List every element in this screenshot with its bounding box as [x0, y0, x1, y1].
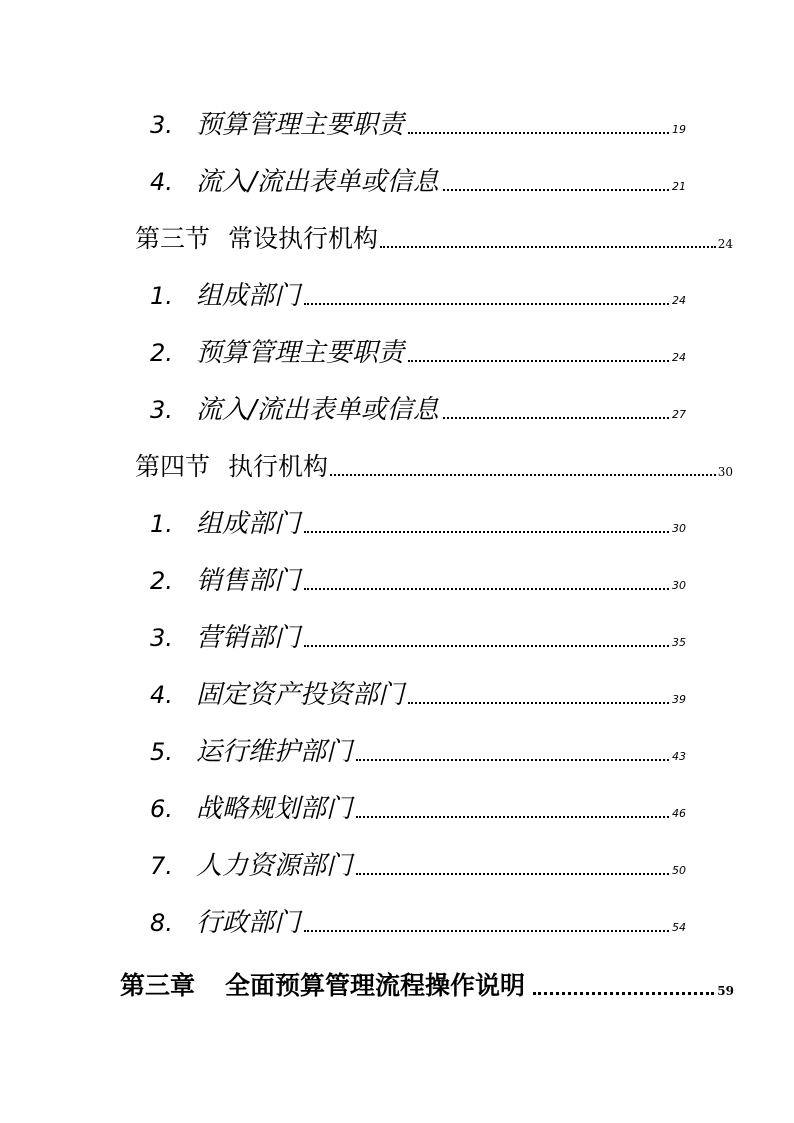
entry-title: 营销部门 [196, 623, 301, 653]
page-number: 30 [672, 522, 686, 535]
dot-leader [304, 644, 669, 647]
entry-title: 组成部门 [196, 281, 301, 311]
dot-leader [443, 416, 669, 419]
toc-entry[interactable] [150, 328, 686, 368]
dot-leader [380, 245, 716, 248]
toc-entry[interactable] [150, 271, 686, 311]
toc-entry[interactable] [150, 157, 686, 197]
entry-number: 3. [150, 111, 173, 139]
dot-leader [408, 359, 669, 362]
entry-number: 1. [150, 282, 173, 310]
toc-section-entry[interactable] [135, 442, 733, 482]
toc-entry[interactable] [150, 613, 686, 653]
entry-title: 流入/流出表单或信息 [196, 395, 439, 425]
toc-entry[interactable] [150, 784, 686, 824]
page-number: 46 [672, 807, 686, 820]
dot-leader [443, 188, 669, 191]
entry-number: 7. [150, 852, 173, 880]
entry-title: 流入/流出表单或信息 [196, 167, 439, 197]
toc-entry[interactable] [150, 556, 686, 596]
dot-leader [304, 530, 669, 533]
page-number: 39 [672, 693, 686, 706]
entry-number: 5. [150, 738, 173, 766]
toc-entry[interactable] [150, 898, 686, 938]
dot-leader [356, 872, 669, 875]
toc-entry[interactable] [150, 841, 686, 881]
dot-leader [304, 587, 669, 590]
entry-title: 人力资源部门 [196, 851, 353, 881]
chapter-number: 第三章 [120, 971, 196, 1000]
entry-title: 行政部门 [196, 908, 301, 938]
entry-number: 2. [150, 567, 173, 595]
page-number: 54 [672, 921, 686, 934]
entry-number: 6. [150, 795, 173, 823]
entry-title: 固定资产投资部门 [196, 680, 405, 710]
entry-title: 销售部门 [196, 566, 301, 596]
toc-entry[interactable] [150, 499, 686, 539]
entry-title: 战略规划部门 [196, 794, 353, 824]
entry-number: 8. [150, 909, 173, 937]
toc-entry[interactable] [150, 100, 686, 140]
page-number: 19 [672, 123, 686, 136]
entry-number: 1. [150, 510, 173, 538]
chapter-title: 全面预算管理流程操作说明 [225, 971, 526, 1000]
page-number: 35 [672, 636, 686, 649]
page-number: 24 [672, 351, 686, 364]
page-number: 43 [672, 750, 686, 763]
entry-title: 预算管理主要职责 [196, 110, 405, 140]
toc-section-entry[interactable] [135, 214, 733, 254]
page-number: 59 [717, 984, 734, 998]
entry-title: 预算管理主要职责 [196, 338, 405, 368]
toc-entry[interactable] [150, 385, 686, 425]
section-number: 第三节 [135, 224, 211, 253]
toc-entry[interactable] [150, 670, 686, 710]
section-number: 第四节 [135, 452, 211, 481]
dot-leader [408, 131, 669, 134]
entry-title: 组成部门 [196, 509, 301, 539]
entry-number: 4. [150, 168, 173, 196]
dot-leader [356, 758, 669, 761]
dot-leader [330, 473, 716, 476]
entry-title: 运行维护部门 [196, 737, 353, 767]
section-title: 执行机构 [228, 452, 329, 481]
dot-leader [356, 815, 669, 818]
page-number: 30 [672, 579, 686, 592]
section-title: 常设执行机构 [228, 224, 379, 253]
page-number: 24 [672, 294, 686, 307]
dot-leader [304, 929, 669, 932]
page-number: 24 [717, 237, 733, 251]
toc-chapter-entry[interactable] [120, 958, 734, 1002]
page-number: 21 [672, 180, 686, 193]
dot-leader [408, 701, 669, 704]
toc-entry[interactable] [150, 727, 686, 767]
dot-leader [304, 302, 669, 305]
page-number: 27 [672, 408, 686, 421]
dot-leader [533, 991, 714, 995]
page-number: 50 [672, 864, 686, 877]
page-number: 30 [717, 465, 733, 479]
entry-number: 4. [150, 681, 173, 709]
entry-number: 3. [150, 396, 173, 424]
entry-number: 3. [150, 624, 173, 652]
entry-number: 2. [150, 339, 173, 367]
